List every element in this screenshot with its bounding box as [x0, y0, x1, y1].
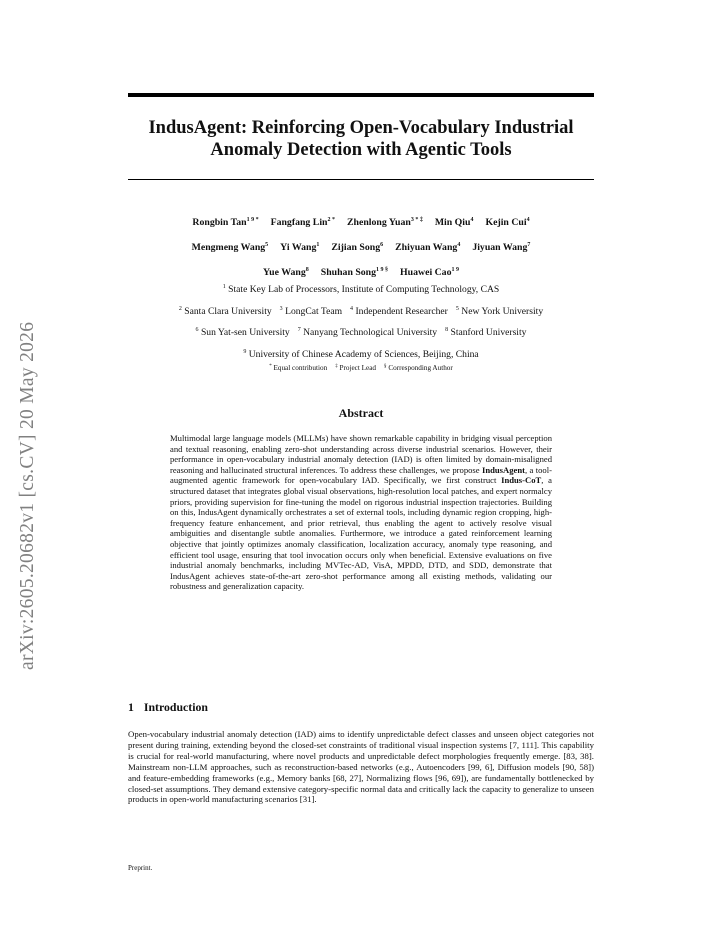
affiliation-name: Stanford University [450, 327, 527, 338]
author [400, 267, 459, 278]
affiliation-name: State Key Lab of Processors, Institute of Computing Technology, CAS [228, 284, 500, 295]
section-title: Introduction [143, 700, 208, 714]
affiliation-mark: 3 [279, 305, 283, 312]
author [485, 217, 529, 228]
title-top-rule [128, 93, 594, 97]
author [472, 242, 530, 253]
author-name: Zhiyuan Wang [395, 242, 458, 253]
author-affil-mark: 2 * [327, 217, 335, 223]
author-note [269, 364, 327, 372]
affiliation-line [110, 321, 612, 343]
note-mark: * [269, 364, 272, 369]
affiliation [196, 327, 290, 338]
author [347, 217, 423, 228]
author [192, 217, 258, 228]
affiliation-mark: 1 [222, 284, 226, 290]
affiliation-name: New York University [461, 305, 544, 317]
author-line [120, 234, 602, 259]
affiliation [280, 306, 342, 317]
affiliation-name: Santa Clara University [184, 305, 272, 317]
author-affil-mark: 7 [527, 242, 531, 248]
title-line: Anomaly Detection with Agentic Tools [210, 140, 512, 160]
author-name: Zhenlong Yuan [347, 217, 411, 228]
note-mark: ‡ [335, 364, 338, 369]
author-name: Huawei Cao [400, 267, 452, 278]
note-text: Equal contribution [273, 364, 328, 372]
affiliation [243, 349, 478, 360]
author-line [120, 209, 602, 234]
section-heading [128, 700, 208, 715]
author [271, 217, 335, 228]
affiliation-mark: 2 [178, 305, 182, 312]
author-affil-mark: 6 [380, 242, 384, 248]
abstract-heading: Abstract [338, 406, 384, 420]
author-affil-mark: 8 [305, 267, 309, 273]
author [280, 242, 319, 253]
author-note [384, 364, 453, 372]
author-name: Yue Wang [263, 267, 306, 278]
affiliation-mark: 6 [195, 327, 199, 333]
title-line: IndusAgent: Reinforcing Open-Vocabulary Industrial [148, 118, 574, 138]
affiliation-mark: 9 [243, 348, 247, 355]
author-name: Jiyuan Wang [472, 242, 528, 253]
note-text: Project Lead [339, 364, 377, 372]
author-name: Min Qiu [434, 217, 471, 228]
author-affil-mark: 4 [470, 217, 474, 223]
affiliation-mark: 7 [297, 327, 301, 333]
affiliation-name: Nanyang Technological University [303, 327, 438, 338]
author-name: Rongbin Tan [192, 217, 247, 228]
author-affil-mark: 4 [526, 217, 530, 223]
author-name: Shuhan Song [320, 267, 377, 278]
affiliation [456, 306, 543, 317]
footer-note: Preprint. [128, 864, 153, 872]
author [321, 267, 388, 278]
section-number: 1 [128, 700, 134, 714]
note-mark: § [384, 364, 387, 369]
author-affil-mark: 5 [265, 242, 269, 248]
author-name: Kejin Cui [485, 217, 527, 228]
affiliation [445, 327, 526, 338]
affiliation-mark: 8 [445, 327, 449, 333]
introduction-paragraph: Open-vocabulary industrial anomaly detection (IAD) aims to identify unpredictable defect classes and unseen object categories not present during training, extending beyond the closed-set constraints of traditional visual inspection systems [7, 111]. This capability is crucial for real-world manufacturing, where novel products and unpredictable defect morphologies frequently emerge. [83, 38]. Mainstream non-LLM approaches, such as reconstruction-based networks (e.g., Autoencoders [99, 6], Diffusion models [90, 58]) and feature-embedding frameworks (e.g., Memory banks [68, 27], Normalizing flows [96, 69]), are fundamentally bottlenecked by closed-set assumptions. They demand extensive category-specific normal data and critically lack the capacity to generalize to unseen products in open-world manufacturing scenarios [31]. [128, 729, 594, 805]
paper-title [120, 117, 602, 161]
affiliation-mark: 4 [350, 305, 354, 312]
author-name: Zijian Song [331, 242, 381, 253]
affiliation-line [110, 278, 612, 300]
author-note [335, 364, 376, 372]
author [435, 217, 474, 228]
author-affil-mark: 1 9 [451, 267, 459, 273]
title-bottom-rule [128, 179, 594, 180]
author-affil-mark: 3 * ‡ [410, 217, 423, 223]
author-affil-mark: 1 9 * [246, 217, 259, 223]
affiliation-name: Sun Yat-sen University [200, 327, 290, 338]
affiliation [350, 306, 448, 317]
affiliation-mark: 5 [455, 305, 459, 312]
note-text: Corresponding Author [388, 364, 453, 372]
author-name: Yi Wang [280, 242, 317, 253]
author-affil-mark: 1 [316, 242, 320, 248]
affiliation-line [110, 300, 612, 322]
affiliation [179, 306, 272, 317]
author-affil-mark: 4 [457, 242, 461, 248]
affiliation-name: LongCat Team [285, 305, 343, 317]
author-list [120, 209, 602, 284]
affiliation-name: University of Chinese Academy of Sciences, Beijing, China [248, 348, 479, 360]
abstract-run: , a tool-augmented agentic framework for open-vocabulary IAD. Specifically, we first construct [170, 464, 552, 486]
author [331, 242, 383, 253]
author [395, 242, 460, 253]
author-name: Mengmeng Wang [191, 242, 266, 253]
arxiv-stamp: arXiv:2605.20682v1 [cs.CV] 20 May 2026 [17, 321, 38, 670]
abstract-text [170, 433, 552, 592]
abstract-bold-term: Indus-CoT [501, 475, 542, 486]
affiliation-list [110, 278, 612, 364]
author [263, 267, 309, 278]
author-affil-mark: 1 9 § [376, 267, 389, 273]
affiliation [223, 284, 500, 295]
abstract-run: Multimodal large language models (MLLMs) have shown remarkable capability in bridging visual perception and textual reasoning, enabling zero-shot understanding across diverse industrial scenarios. However, their performance in open-vocabulary industrial anomaly detection (IAD) is often limited by domain-misaligned reasoning and hallucinated structural inferences. To address these challenges, we propose [170, 433, 552, 475]
author-name: Fangfang Lin [270, 217, 328, 228]
author [192, 242, 269, 253]
affiliation-name: Independent Researcher [355, 305, 448, 317]
abstract-run: , a structured dataset that integrates global visual observations, high-resolution local patches, and expert normalcy priors, providing supervision for fine-tuning the model on rigorous industrial inspection trajectories. Building on this, IndusAgent dynamically orchestrates a set of external tools, including dynamic region cropping, high-frequency feature enhancement, and prior retrieval, thus enabling the agent to actively resolve visual ambiguities and disentangle subtle anomalies. Furthermore, we introduce a gated reinforcement learning objective that jointly optimizes anomaly classification, localization accuracy, anomaly type reasoning, and efficient tool usage, ensuring that tool invocation occurs only when beneficial. Extensive evaluations on five industrial anomaly benchmarks, including MVTec-AD, VisA, MPDD, DTD, and SDD, demonstrate that IndusAgent achieves state-of-the-art zero-shot performance among all existing methods, validating our robustness and generalization capacity. [170, 475, 552, 592]
affiliation [298, 327, 437, 338]
abstract-bold-term: IndusAgent [481, 464, 525, 475]
author-notes [120, 361, 602, 374]
